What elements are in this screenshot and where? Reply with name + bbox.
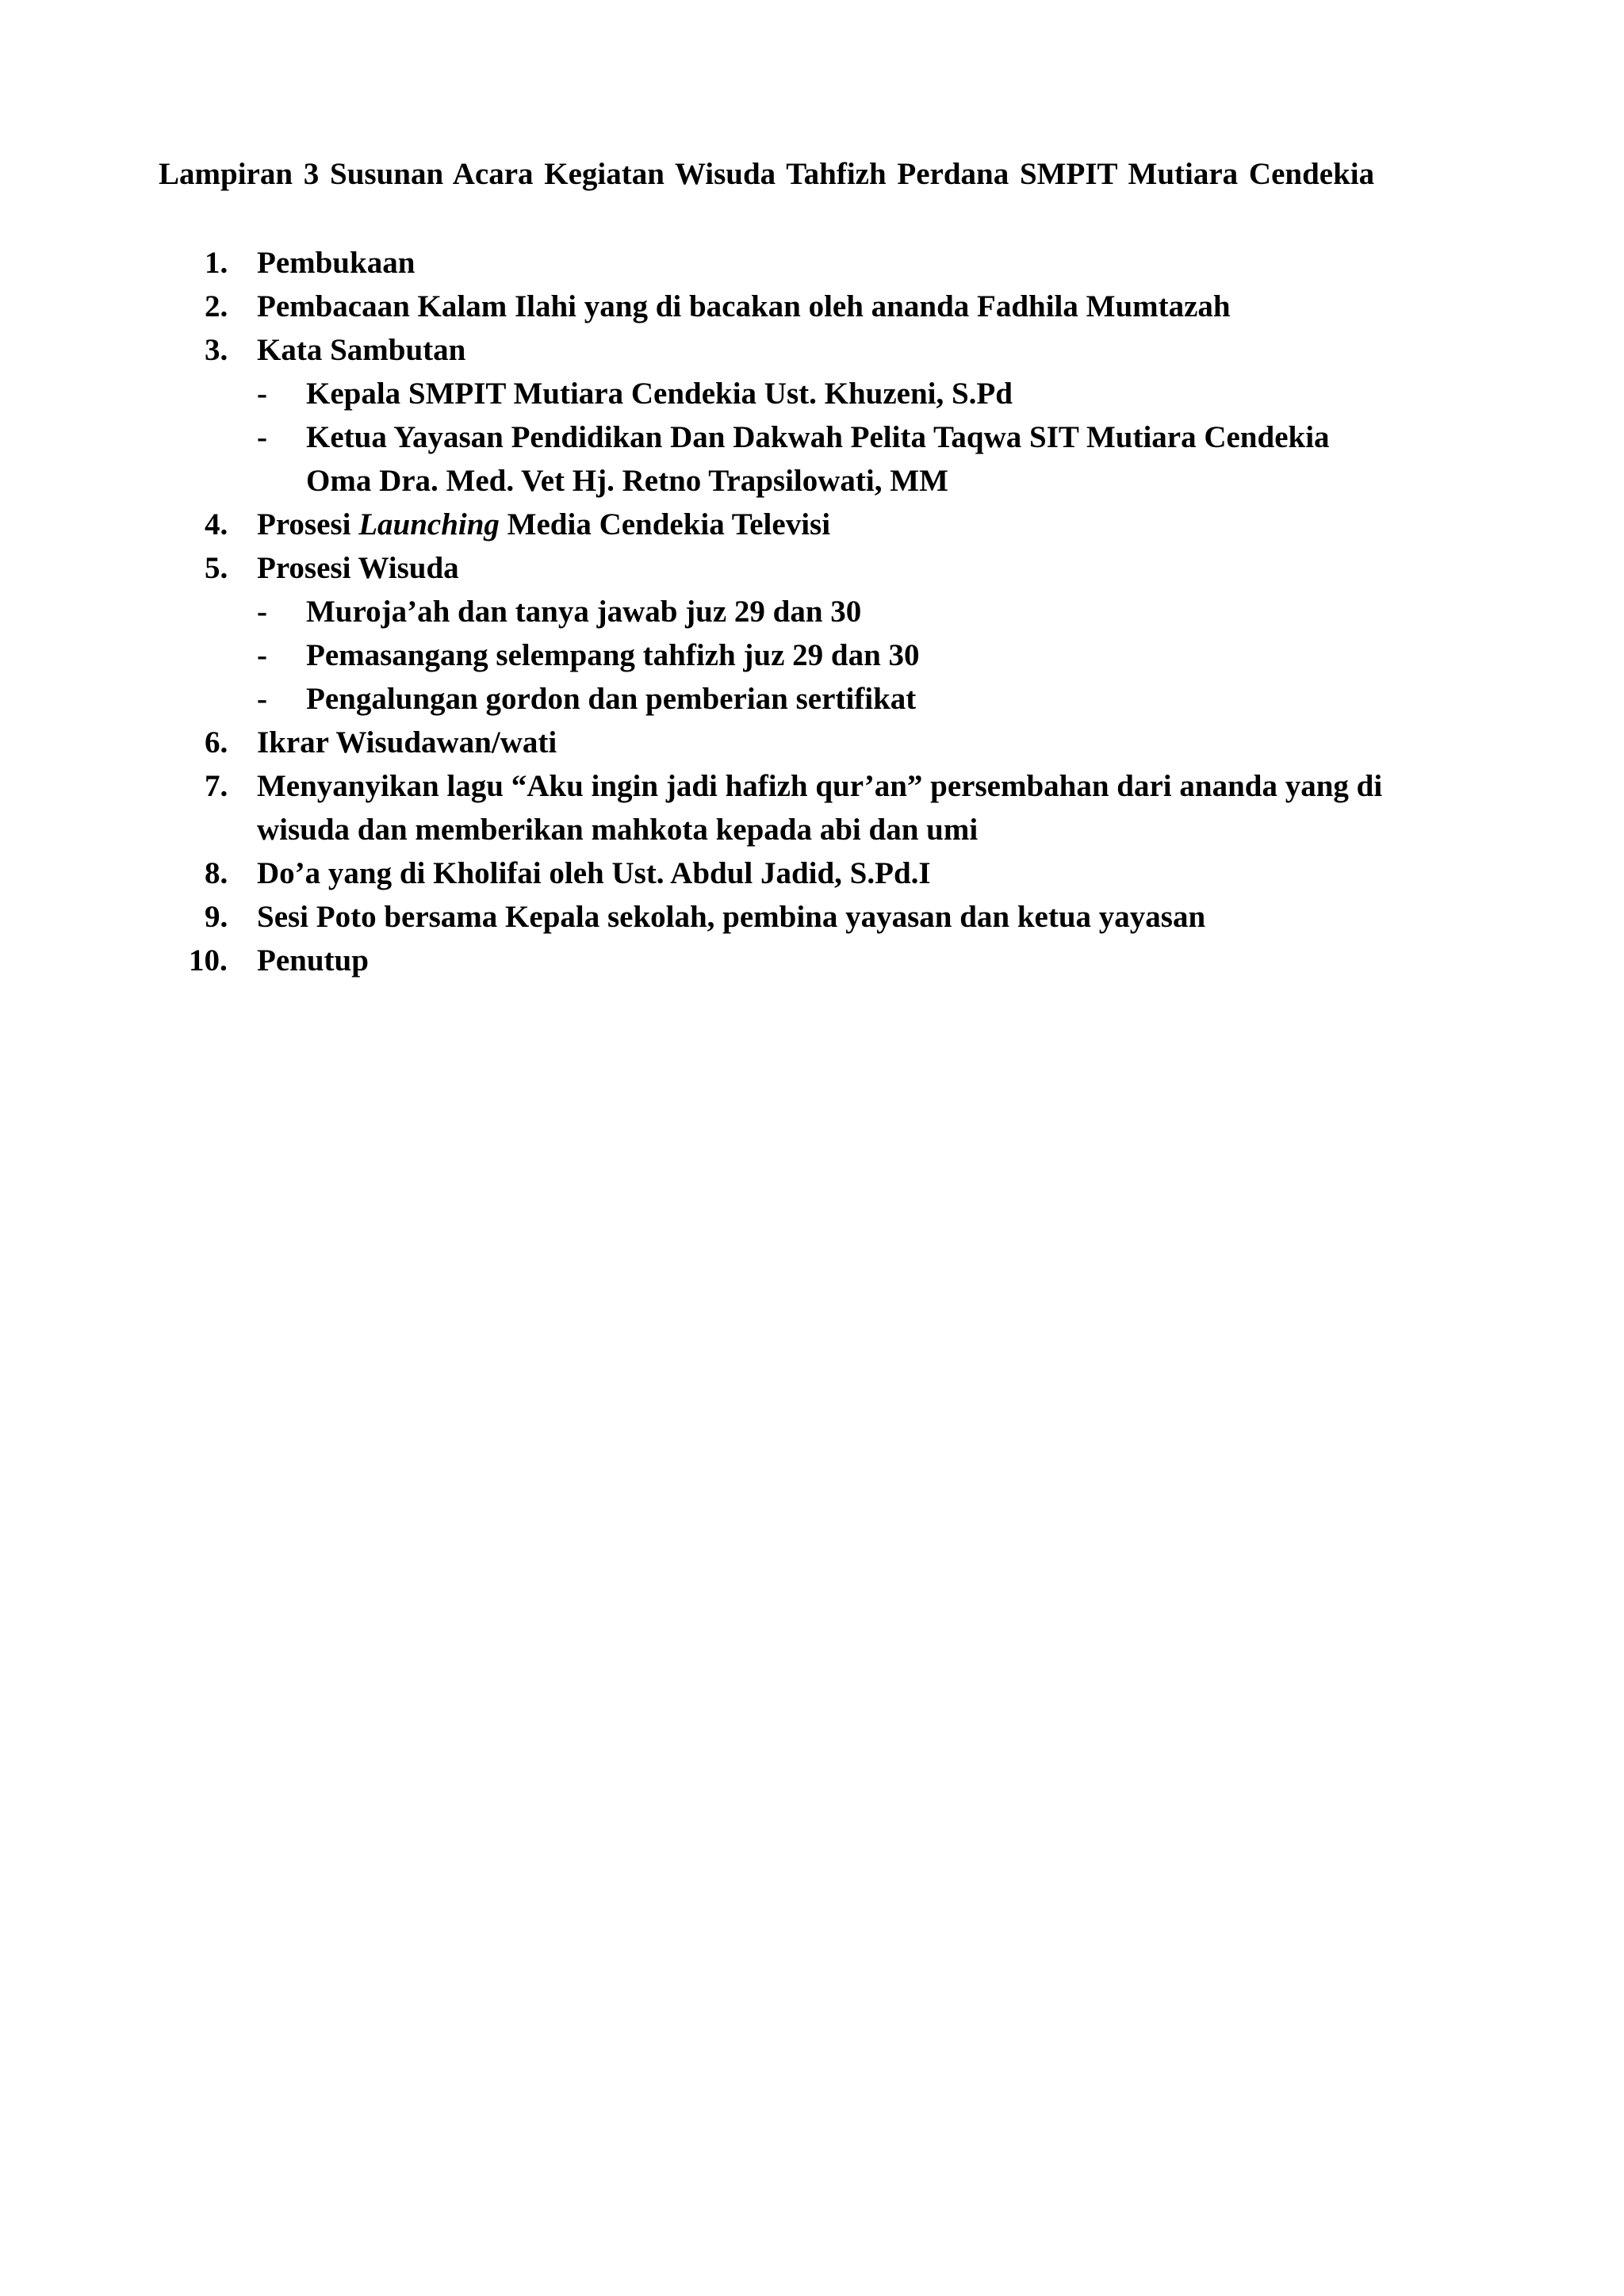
subitem-text: Ketua Yayasan Pendidikan Dan Dakwah Pelita Taqwa SIT Mutiara Cendekia: [306, 420, 1330, 454]
agenda-item-number: 2.: [205, 289, 228, 323]
agenda-item-1: [159, 241, 1459, 285]
agenda-item-text: Sesi Poto bersama Kepala sekolah, pembina yayasan dan ketua yayasan: [257, 900, 1206, 934]
agenda-item-number: 5.: [205, 551, 228, 585]
agenda-item-text: Kata Sambutan: [257, 333, 466, 367]
agenda-item-text: Prosesi Wisuda: [257, 551, 459, 585]
agenda-item-text: Ikrar Wisudawan/wati: [257, 725, 557, 760]
agenda-item-2: [159, 285, 1459, 328]
agenda-item-3: [159, 328, 1459, 503]
agenda-item-10: [159, 939, 1459, 982]
document-title: Lampiran 3 Susunan Acara Kegiatan Wisuda Tahfizh Perdana SMPIT Mutiara Cendekia: [159, 157, 1375, 191]
agenda-item-continuation: wisuda dan memberikan mahkota kepada abi dan umi: [257, 813, 979, 847]
agenda-item-7: [159, 764, 1459, 851]
subitem-text: Muroja’ah dan tanya jawab juz 29 dan 30: [306, 595, 862, 629]
agenda-item-number: 3.: [205, 333, 228, 367]
agenda-subitem: [257, 415, 1459, 503]
subitem-dash: -: [257, 377, 267, 411]
italic-term: Launching: [358, 507, 500, 541]
agenda-list: [159, 241, 1459, 982]
agenda-item-text: Pembukaan: [257, 246, 416, 280]
agenda-item-6: [159, 721, 1459, 764]
agenda-item-9: [159, 895, 1459, 939]
subitem-dash: -: [257, 595, 267, 629]
agenda-item-number: 7.: [205, 769, 228, 803]
agenda-item-number: 1.: [205, 246, 228, 280]
agenda-item-number: 4.: [205, 507, 228, 541]
agenda-subitem: [257, 372, 1459, 415]
agenda-item-number: 10.: [189, 943, 228, 978]
agenda-item-text: Pembacaan Kalam Ilahi yang di bacakan oleh ananda Fadhila Mumtazah: [257, 289, 1231, 323]
text-after: Media Cendekia Televisi: [499, 507, 831, 541]
agenda-item-4: [159, 503, 1459, 546]
subitem-text: Pengalungan gordon dan pemberian sertifikat: [306, 682, 917, 716]
subitem-continuation: Oma Dra. Med. Vet Hj. Retno Trapsilowati, MM: [306, 464, 948, 498]
agenda-item-text: [257, 503, 1459, 546]
agenda-item-8: [159, 851, 1459, 895]
agenda-item-text: Do’a yang di Kholifai oleh Ust. Abdul Jadid, S.Pd.I: [257, 856, 931, 890]
agenda-item-number: 6.: [205, 725, 228, 760]
text-before: Prosesi: [257, 507, 359, 541]
agenda-item-text: Menyanyikan lagu “Aku ingin jadi hafizh qur’an” persembahan dari ananda yang di: [257, 769, 1383, 803]
agenda-item-5: [159, 546, 1459, 721]
agenda-subitem: [257, 677, 1459, 721]
subitem-dash: -: [257, 420, 267, 454]
agenda-subitem: [257, 633, 1459, 677]
agenda-item-number: 8.: [205, 856, 228, 890]
subitem-dash: -: [257, 638, 267, 672]
subitem-text: Kepala SMPIT Mutiara Cendekia Ust. Khuzeni, S.Pd: [306, 377, 1013, 411]
subitem-dash: -: [257, 682, 267, 716]
agenda-item-number: 9.: [205, 900, 228, 934]
subitem-text: Pemasangang selempang tahfizh juz 29 dan 30: [306, 638, 920, 672]
agenda-subitem: [257, 590, 1459, 633]
agenda-item-text: Penutup: [257, 943, 369, 978]
